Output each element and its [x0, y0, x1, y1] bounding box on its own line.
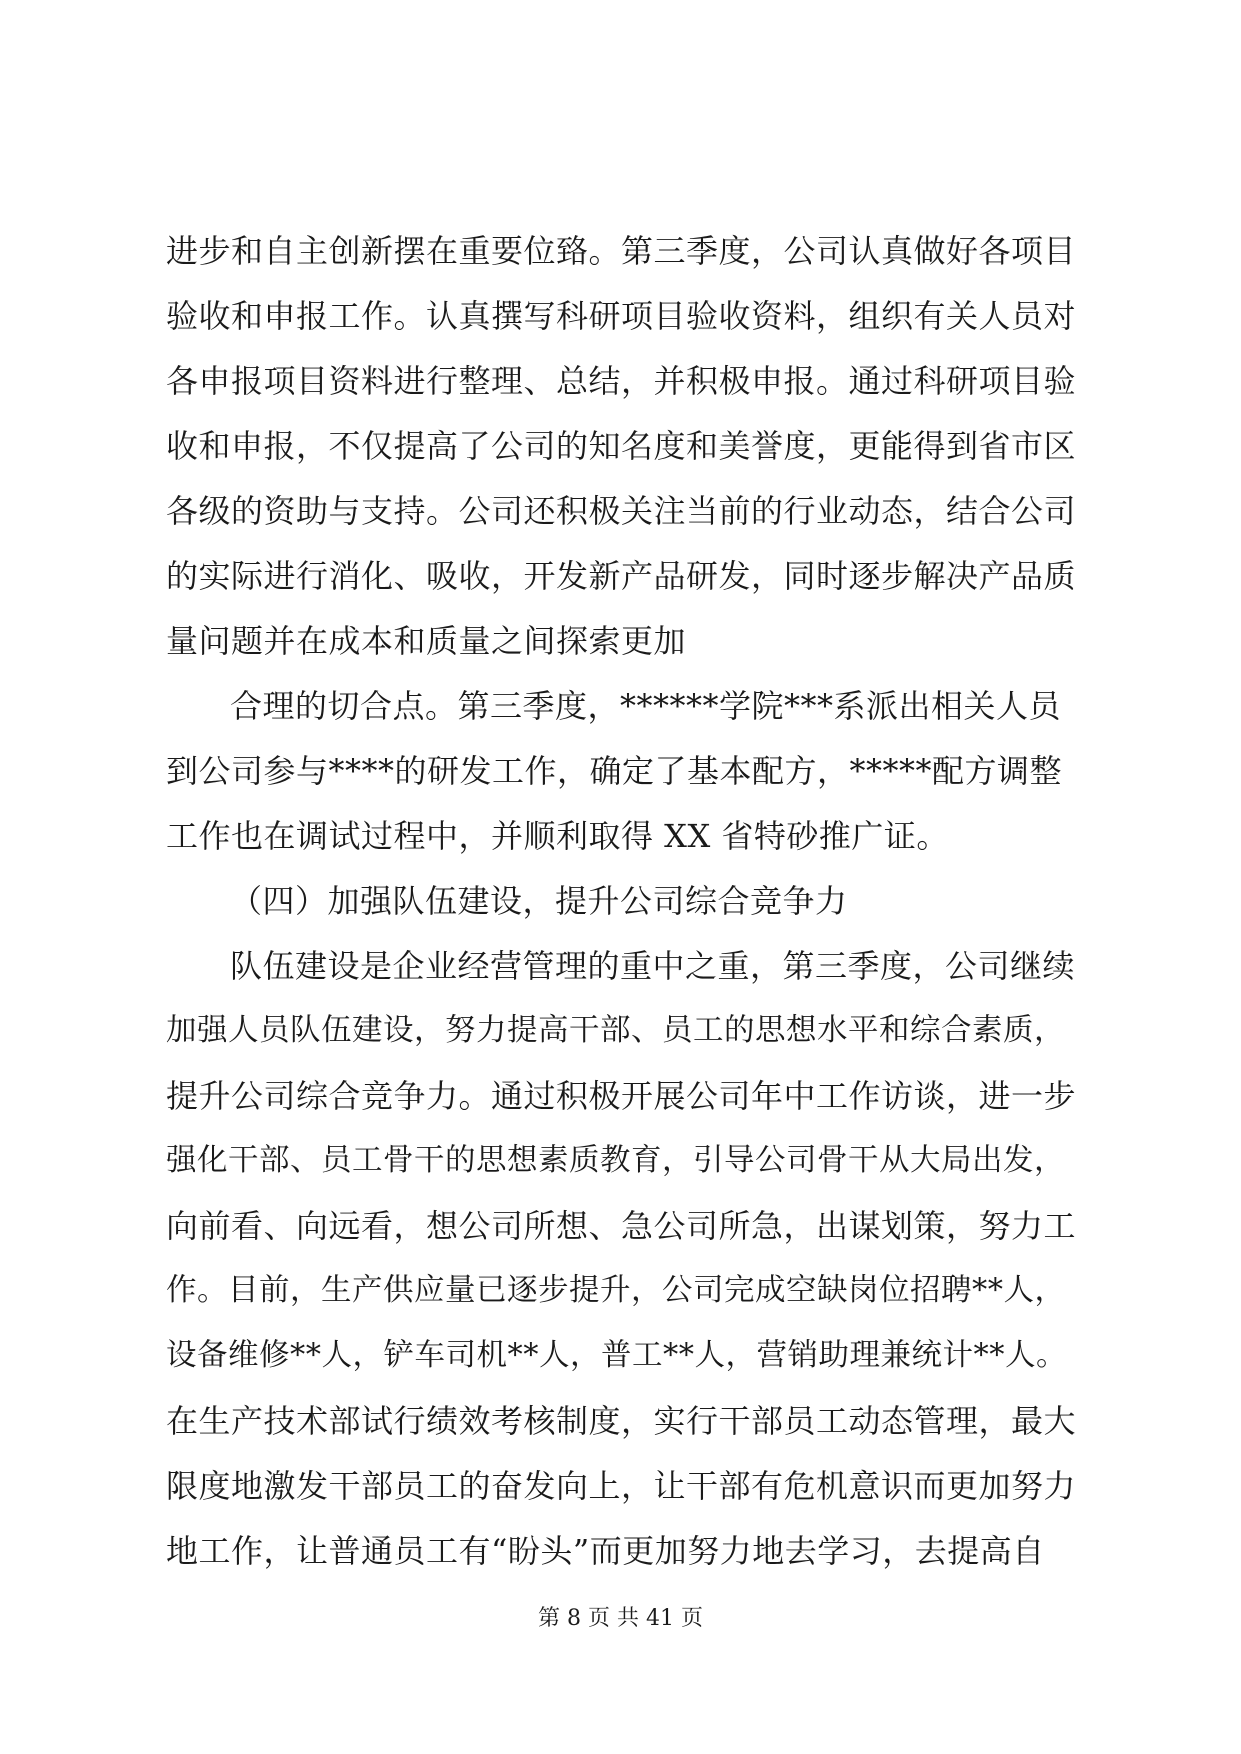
text-line: 量问题并在成本和质量之间探索更加	[166, 622, 687, 660]
text-line: 在生产技术部试行绩效考核制度，实行干部员工动态管理，最大	[166, 1402, 1077, 1440]
text-line: 到公司参与****的研发工作，确定了基本配方，*****配方调整	[166, 752, 1063, 790]
text-line: 作。目前，生产供应量已逐步提升，公司完成空缺岗位招聘**人，	[166, 1273, 1066, 1308]
text-line: 强化干部、员工骨干的思想素质教育，引导公司骨干从大局出发，	[166, 1143, 1065, 1178]
text-line: 验收和申报工作。认真撰写科研项目验收资料，组织有关人员对	[166, 297, 1077, 335]
page-number-footer: 第 8 页 共 41 页	[538, 1606, 703, 1631]
text-line: 限度地激发干部员工的奋发向上，让干部有危机意识而更加努力	[166, 1467, 1077, 1505]
text-line: 设备维修**人，铲车司机**人，普工**人，营销助理兼统计**人。	[166, 1338, 1067, 1373]
text-line: 合理的切合点。第三季度，******学院***系派出相关人员	[230, 687, 1062, 725]
text-line: 地工作，让普通员工有“盼头”而更加努力地去学习，去提高自	[166, 1532, 1045, 1570]
text-line: 的实际进行消化、吸收，开发新产品研发，同时逐步解决产品质	[166, 557, 1077, 595]
text-line: 向前看、向远看，想公司所想、急公司所急，出谋划策，努力工	[166, 1207, 1077, 1245]
text-line: 工作也在调试过程中，并顺利取得 XX 省特砂推广证。	[166, 817, 949, 855]
text-line: 收和申报，不仅提高了公司的知名度和美誉度，更能得到省市区	[166, 427, 1077, 465]
section-heading: （四）加强队伍建设，提升公司综合竞争力	[230, 882, 848, 920]
text-line: 加强人员队伍建设，努力提高干部、员工的思想水平和综合素质，	[166, 1013, 1065, 1048]
text-line: 提升公司综合竞争力。通过积极开展公司年中工作访谈，进一步	[166, 1077, 1077, 1115]
text-line: 各申报项目资料进行整理、总结，并积极申报。通过科研项目验	[166, 362, 1077, 400]
text-line: 各级的资助与支持。公司还积极关注当前的行业动态，结合公司	[166, 492, 1077, 530]
text-line: 队伍建设是企业经营管理的重中之重，第三季度，公司继续	[230, 947, 1076, 985]
text-line: 进步和自主创新摆在重要位臵。第三季度，公司认真做好各项目	[166, 232, 1077, 270]
